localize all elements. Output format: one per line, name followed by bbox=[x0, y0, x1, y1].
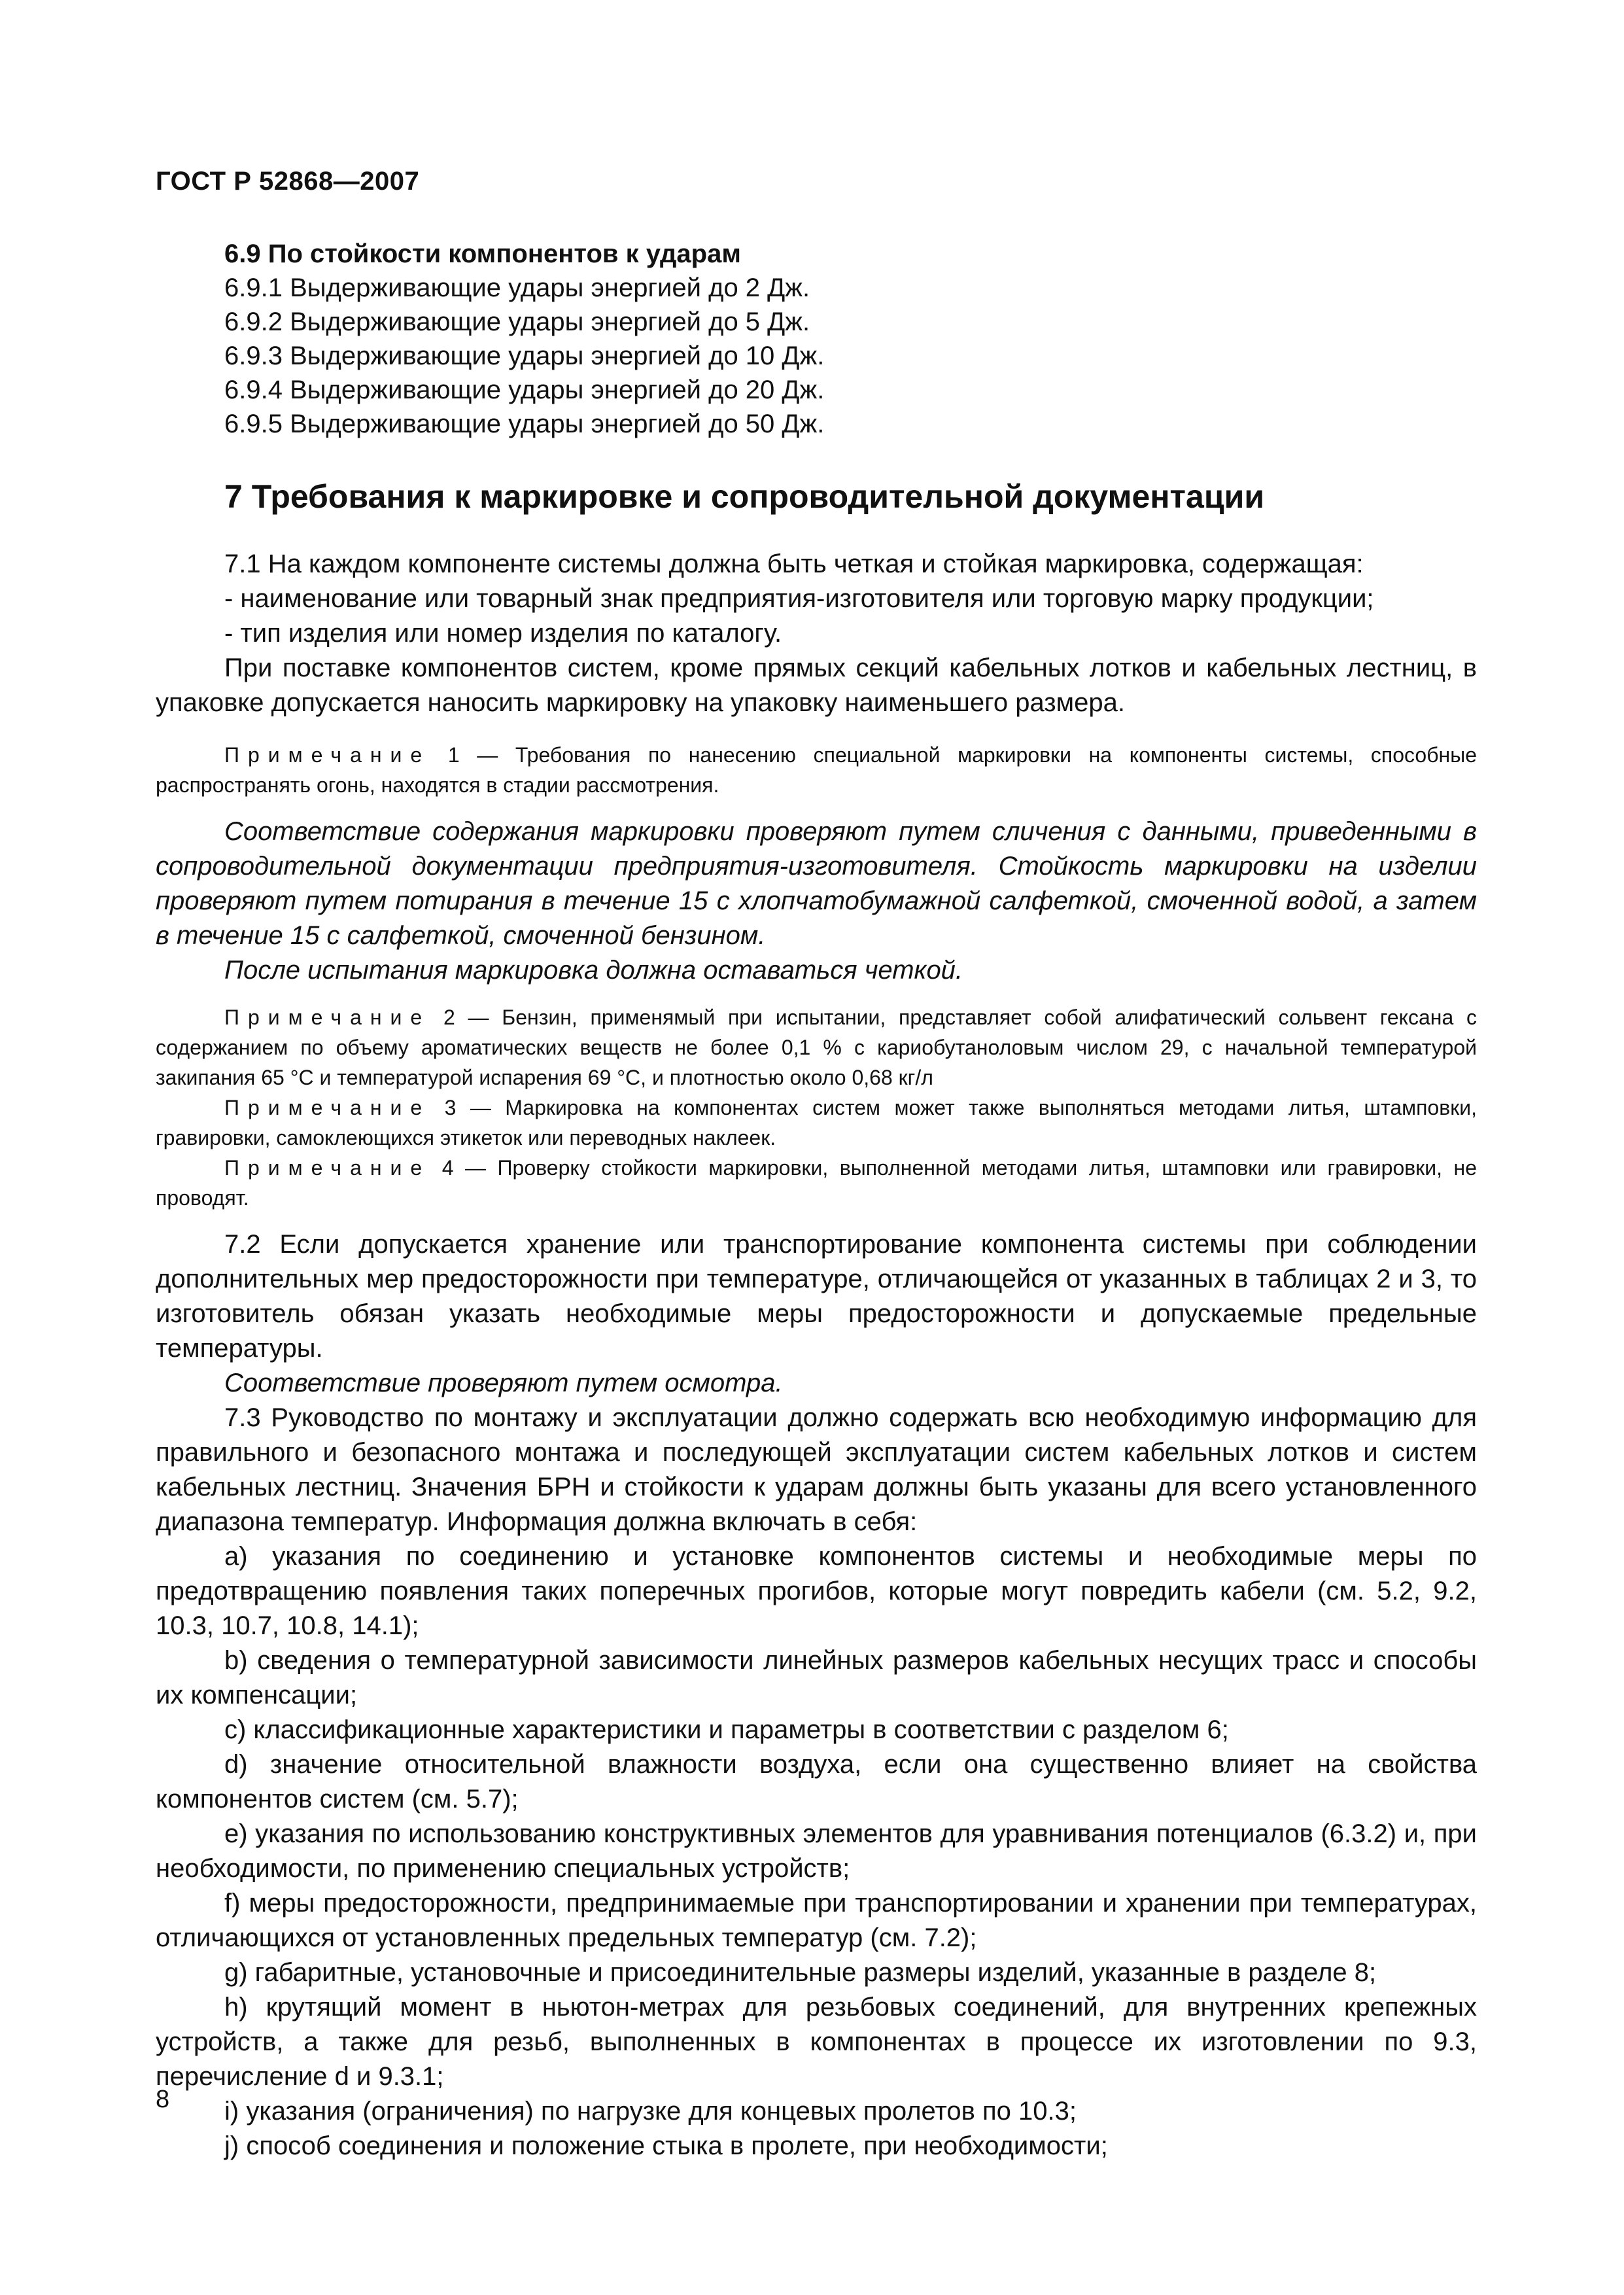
verification-result: После испытания маркировка должна оставаться четкой. bbox=[224, 956, 963, 985]
list-item: 6.9.3 Выдерживающие удары энергией до 10 Дж. bbox=[224, 342, 825, 370]
clause-7-3: 7.3 Руководство по монтажу и эксплуатации должно содержать всю необходимую информацию для правильного и безопасного монтажа и последующей эксплуатации систем кабельных лотков и систем кабельных лестниц. Значения БРН и стойкости к ударам должны быть указаны для всего установленного диапазона температур. Информация должна включать в себя: bbox=[156, 1403, 1477, 1536]
list-item: 6.9.2 Выдерживающие удары энергией до 5 Дж. bbox=[224, 307, 810, 336]
list-item: a) указания по соединению и установке компонентов системы и необходимые меры по предотвращению появления таких поперечных прогибов, которые могут повредить кабели (см. 5.2, 9.2, 10.3, 10.7, 10.8, 14.1); bbox=[156, 1542, 1477, 1640]
page-content bbox=[156, 237, 1477, 2164]
note-text: 3 — Маркировка на компонентах систем может также выполняться методами литья, штамповки, гравировки, самоклеющихся этикеток или переводных наклеек. bbox=[156, 1096, 1477, 1149]
note-4 bbox=[156, 1153, 1477, 1213]
section-6-9-title: 6.9 По стойкости компонентов к ударам bbox=[224, 239, 741, 268]
verification-text: Соответствие содержания маркировки проверяют путем сличения с данными, приведенными в сопроводительной документации предприятия-изготовителя. Стойкость маркировки на изделии проверяют путем потирания в течение 15 с хлопчатобумажной салфеткой, смоченной водой, а затем в течение 15 с салфеткой, смоченной бензином. bbox=[156, 817, 1477, 950]
clause-7-1-supply: При поставке компонентов систем, кроме прямых секций кабельных лотков и кабельных лестниц, в упаковке допускается наносить маркировку на упаковку наименьшего размера. bbox=[156, 654, 1477, 717]
note-label: Примечание bbox=[224, 1006, 431, 1029]
note-text: 1 — Требования по нанесению специальной маркировки на компоненты системы, способные распространять огонь, находятся в стадии рассмотрения. bbox=[156, 743, 1477, 797]
note-3 bbox=[156, 1093, 1477, 1153]
dash-item: - тип изделия или номер изделия по каталогу. bbox=[224, 619, 782, 648]
list-item: g) габаритные, установочные и присоединительные размеры изделий, указанные в разделе 8; bbox=[224, 1958, 1377, 1987]
clause-7-1: 7.1 На каждом компоненте системы должна быть четкая и стойкая маркировка, содержащая: bbox=[224, 550, 1364, 578]
list-item: e) указания по использованию конструктивных элементов для уравнивания потенциалов (6.3.2) и, при необходимости, по применению специальных устройств; bbox=[156, 1819, 1477, 1883]
dash-item: - наименование или товарный знак предприятия-изготовителя или торговую марку продукции; bbox=[224, 584, 1374, 613]
verification-inspection: Соответствие проверяют путем осмотра. bbox=[224, 1369, 783, 1397]
note-label: Примечание bbox=[224, 1096, 431, 1119]
note-label: Примечание bbox=[224, 743, 431, 767]
note-2 bbox=[156, 1002, 1477, 1093]
list-item: 6.9.1 Выдерживающие удары энергией до 2 Дж. bbox=[224, 273, 810, 302]
note-label: Примечание bbox=[224, 1156, 431, 1180]
list-item: 6.9.4 Выдерживающие удары энергией до 20 Дж. bbox=[224, 376, 825, 404]
document-header: ГОСТ Р 52868—2007 bbox=[156, 167, 420, 196]
note-text: 4 — Проверку стойкости маркировки, выполненной методами литья, штамповки или гравировки, не проводят. bbox=[156, 1156, 1477, 1210]
note-text: 2 — Бензин, применямый при испытании, представляет собой алифатический сольвент гексана с содержанием по объему ароматических веществ не более 0,1 % с кариобутаноловым числом 29, с начальной температурой закипания 65 °С и температурой испарения 69 °С, и плотностью около 0,68 кг/л bbox=[156, 1006, 1477, 1089]
list-item: b) сведения о температурной зависимости линейных размеров кабельных несущих трасс и способы их компенсации; bbox=[156, 1646, 1477, 1709]
list-item: 6.9.5 Выдерживающие удары энергией до 50 Дж. bbox=[224, 410, 825, 438]
note-1 bbox=[156, 740, 1477, 800]
list-item: c) классификационные характеристики и параметры в соответствии с разделом 6; bbox=[224, 1715, 1229, 1744]
section-7-heading: 7 Требования к маркировке и сопроводительной документации bbox=[224, 478, 1265, 515]
list-item: h) крутящий момент в ньютон-метрах для резьбовых соединений, для внутренних крепежных устройств, а также для резьб, выполненных в компонентах в процессе их изготовлении по 9.3, перечисление d и 9.3.1; bbox=[156, 1993, 1477, 2091]
page-number: 8 bbox=[156, 2086, 170, 2113]
list-item: j) способ соединения и положение стыка в пролете, при необходимости; bbox=[224, 2131, 1108, 2160]
list-item: f) меры предосторожности, предпринимаемые при транспортировании и хранении при температурах, отличающихся от установленных предельных температур (см. 7.2); bbox=[156, 1889, 1477, 1952]
clause-7-2: 7.2 Если допускается хранение или транспортирование компонента системы при соблюдении дополнительных мер предосторожности при температуре, отличающейся от указанных в таблицах 2 и 3, то изготовитель обязан указать необходимые меры предосторожности и допускаемые предельные температуры. bbox=[156, 1230, 1477, 1363]
list-item: d) значение относительной влажности воздуха, если она существенно влияет на свойства компонентов систем (см. 5.7); bbox=[156, 1750, 1477, 1813]
list-item: i) указания (ограничения) по нагрузке для концевых пролетов по 10.3; bbox=[224, 2097, 1077, 2126]
